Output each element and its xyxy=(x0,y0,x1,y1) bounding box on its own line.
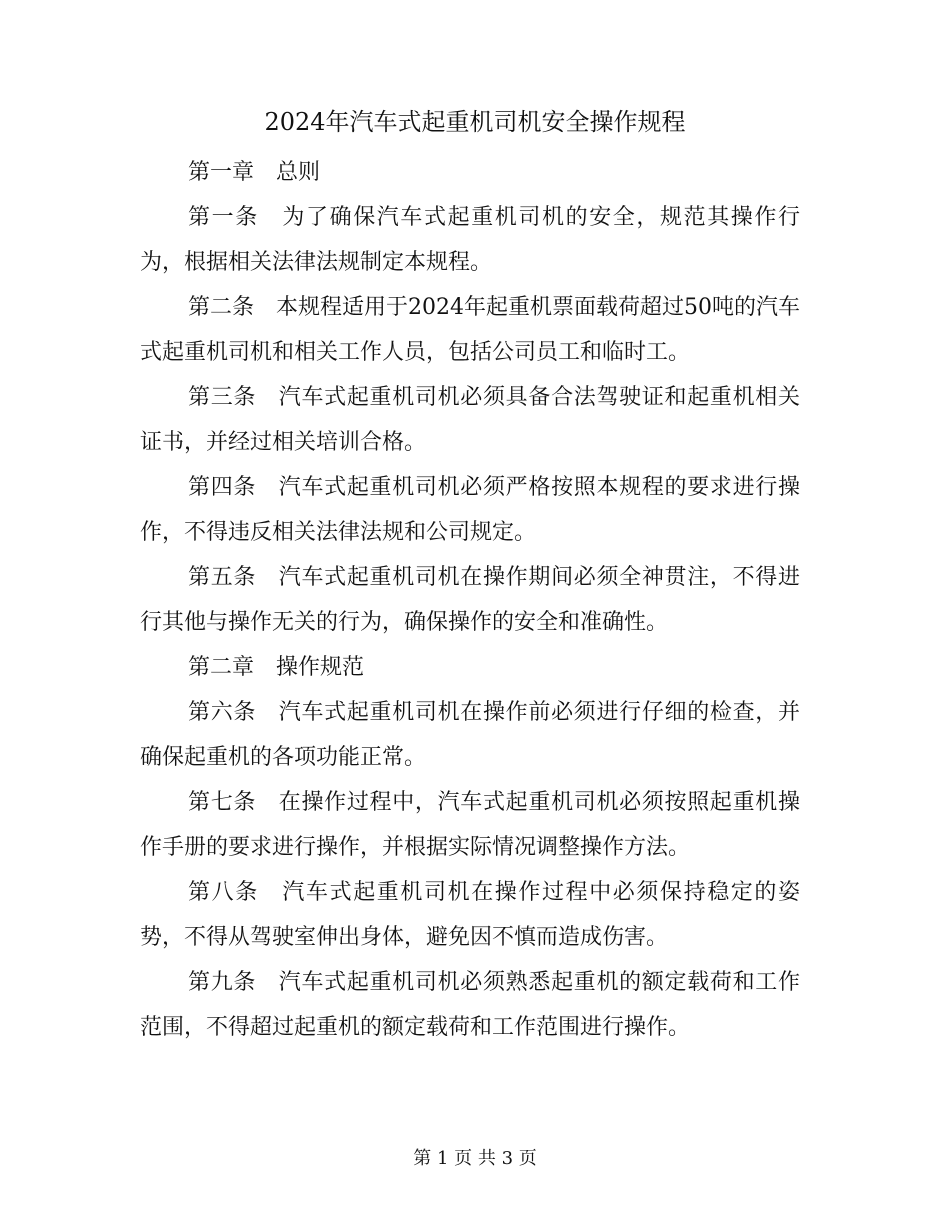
article-7: 第七条 在操作过程中，汽车式起重机司机必须按照起重机操作手册的要求进行操作，并根据实际情况调整操作方法。 xyxy=(140,790,800,860)
page-number-footer: 第 1 页 共 3 页 xyxy=(413,1148,537,1169)
article-6: 第六条 汽车式起重机司机在操作前必须进行仔细的检查，并确保起重机的各项功能正常。 xyxy=(140,700,800,770)
chapter-heading-1: 第一章 总则 xyxy=(188,160,321,185)
article-1: 第一条 为了确保汽车式起重机司机的安全，规范其操作行为，根据相关法律法规制定本规程。 xyxy=(140,205,800,275)
article-4: 第四条 汽车式起重机司机必须严格按照本规程的要求进行操作，不得违反相关法律法规和公司规定。 xyxy=(140,475,800,545)
document-title: 2024年汽车式起重机司机安全操作规程 xyxy=(264,108,686,136)
chapter-heading-2: 第二章 操作规范 xyxy=(188,655,365,680)
document-body xyxy=(140,150,800,1050)
article-9: 第九条 汽车式起重机司机必须熟悉起重机的额定载荷和工作范围，不得超过起重机的额定载荷和工作范围进行操作。 xyxy=(140,970,800,1040)
article-3: 第三条 汽车式起重机司机必须具备合法驾驶证和起重机相关证书，并经过相关培训合格。 xyxy=(140,385,800,455)
article-8: 第八条 汽车式起重机司机在操作过程中必须保持稳定的姿势，不得从驾驶室伸出身体，避免因不慎而造成伤害。 xyxy=(140,880,800,950)
article-2: 第二条 本规程适用于2024年起重机票面载荷超过50吨的汽车式起重机司机和相关工作人员，包括公司员工和临时工。 xyxy=(140,295,800,365)
article-5: 第五条 汽车式起重机司机在操作期间必须全神贯注，不得进行其他与操作无关的行为，确保操作的安全和准确性。 xyxy=(140,565,800,635)
